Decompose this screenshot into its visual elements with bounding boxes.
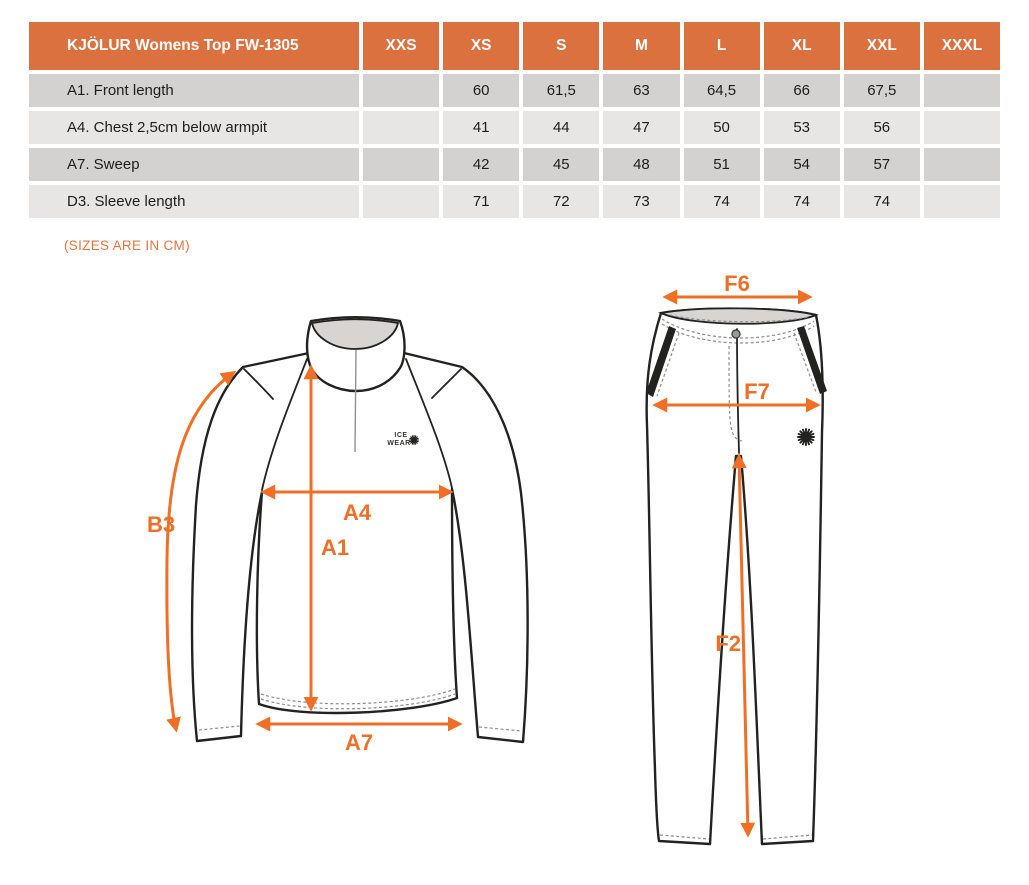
label-f6: F6 xyxy=(724,271,750,296)
label-a1: A1 xyxy=(321,535,350,560)
label-a7: A7 xyxy=(344,730,374,755)
logo-snowflake-icon xyxy=(410,436,419,445)
size-column-header-l: L xyxy=(684,22,760,70)
size-value-cell: 74 xyxy=(844,185,920,218)
size-table xyxy=(25,18,1004,222)
logo-text-line2: WEAR xyxy=(387,440,411,447)
size-value-cell: 56 xyxy=(844,111,920,144)
size-value-cell: 74 xyxy=(764,185,840,218)
size-value-cell: 51 xyxy=(684,148,760,181)
row-label: A4. Chest 2,5cm below armpit xyxy=(29,111,359,144)
size-value-cell: 67,5 xyxy=(844,74,920,107)
measurement-diagrams xyxy=(0,270,1029,885)
size-value-cell: 41 xyxy=(443,111,519,144)
logo-text-line1: ICE xyxy=(394,432,408,439)
table-row-sleeve-length xyxy=(29,185,1000,218)
size-value-cell xyxy=(924,74,1000,107)
size-value-cell: 54 xyxy=(764,148,840,181)
label-f2: F2 xyxy=(715,631,741,656)
size-value-cell: 71 xyxy=(443,185,519,218)
size-value-cell xyxy=(363,148,439,181)
size-value-cell: 60 xyxy=(443,74,519,107)
table-row-front-length xyxy=(29,74,1000,107)
size-value-cell: 48 xyxy=(603,148,679,181)
size-value-cell: 64,5 xyxy=(684,74,760,107)
size-table-header-row xyxy=(29,22,1000,70)
waist-button xyxy=(732,330,740,338)
label-a4: A4 xyxy=(342,500,372,525)
pants-drawing xyxy=(646,271,827,844)
size-value-cell: 57 xyxy=(844,148,920,181)
size-value-cell xyxy=(924,111,1000,144)
size-value-cell: 63 xyxy=(603,74,679,107)
size-column-header-xxl: XXL xyxy=(844,22,920,70)
row-label: A1. Front length xyxy=(29,74,359,107)
row-label: D3. Sleeve length xyxy=(29,185,359,218)
size-value-cell: 61,5 xyxy=(523,74,599,107)
size-column-header-xxs: XXS xyxy=(363,22,439,70)
size-value-cell xyxy=(924,185,1000,218)
size-value-cell xyxy=(363,111,439,144)
zipper-line xyxy=(355,350,356,452)
size-column-header-xs: XS xyxy=(443,22,519,70)
size-value-cell xyxy=(924,148,1000,181)
pants-snowflake-icon xyxy=(798,429,814,445)
label-b3: B3 xyxy=(146,512,176,537)
size-value-cell: 45 xyxy=(523,148,599,181)
size-column-header-m: M xyxy=(603,22,679,70)
size-value-cell: 66 xyxy=(764,74,840,107)
top-garment-drawing xyxy=(147,317,528,755)
pants-outline xyxy=(647,309,823,844)
label-f7: F7 xyxy=(744,379,770,404)
sizes-unit-note: (SIZES ARE IN CM) xyxy=(64,238,190,253)
size-value-cell: 53 xyxy=(764,111,840,144)
row-label: A7. Sweep xyxy=(29,148,359,181)
size-column-header-s: S xyxy=(523,22,599,70)
size-value-cell: 50 xyxy=(684,111,760,144)
size-value-cell: 73 xyxy=(603,185,679,218)
size-column-header-xl: XL xyxy=(764,22,840,70)
size-value-cell: 42 xyxy=(443,148,519,181)
product-title: KJÖLUR Womens Top FW-1305 xyxy=(29,22,359,70)
size-value-cell xyxy=(363,74,439,107)
size-value-cell: 72 xyxy=(523,185,599,218)
size-column-header-xxxl: XXXL xyxy=(924,22,1000,70)
size-value-cell xyxy=(363,185,439,218)
table-row-sweep xyxy=(29,148,1000,181)
size-value-cell: 74 xyxy=(684,185,760,218)
size-value-cell: 44 xyxy=(523,111,599,144)
top-body-outline xyxy=(192,353,528,742)
size-value-cell: 47 xyxy=(603,111,679,144)
table-row-chest xyxy=(29,111,1000,144)
